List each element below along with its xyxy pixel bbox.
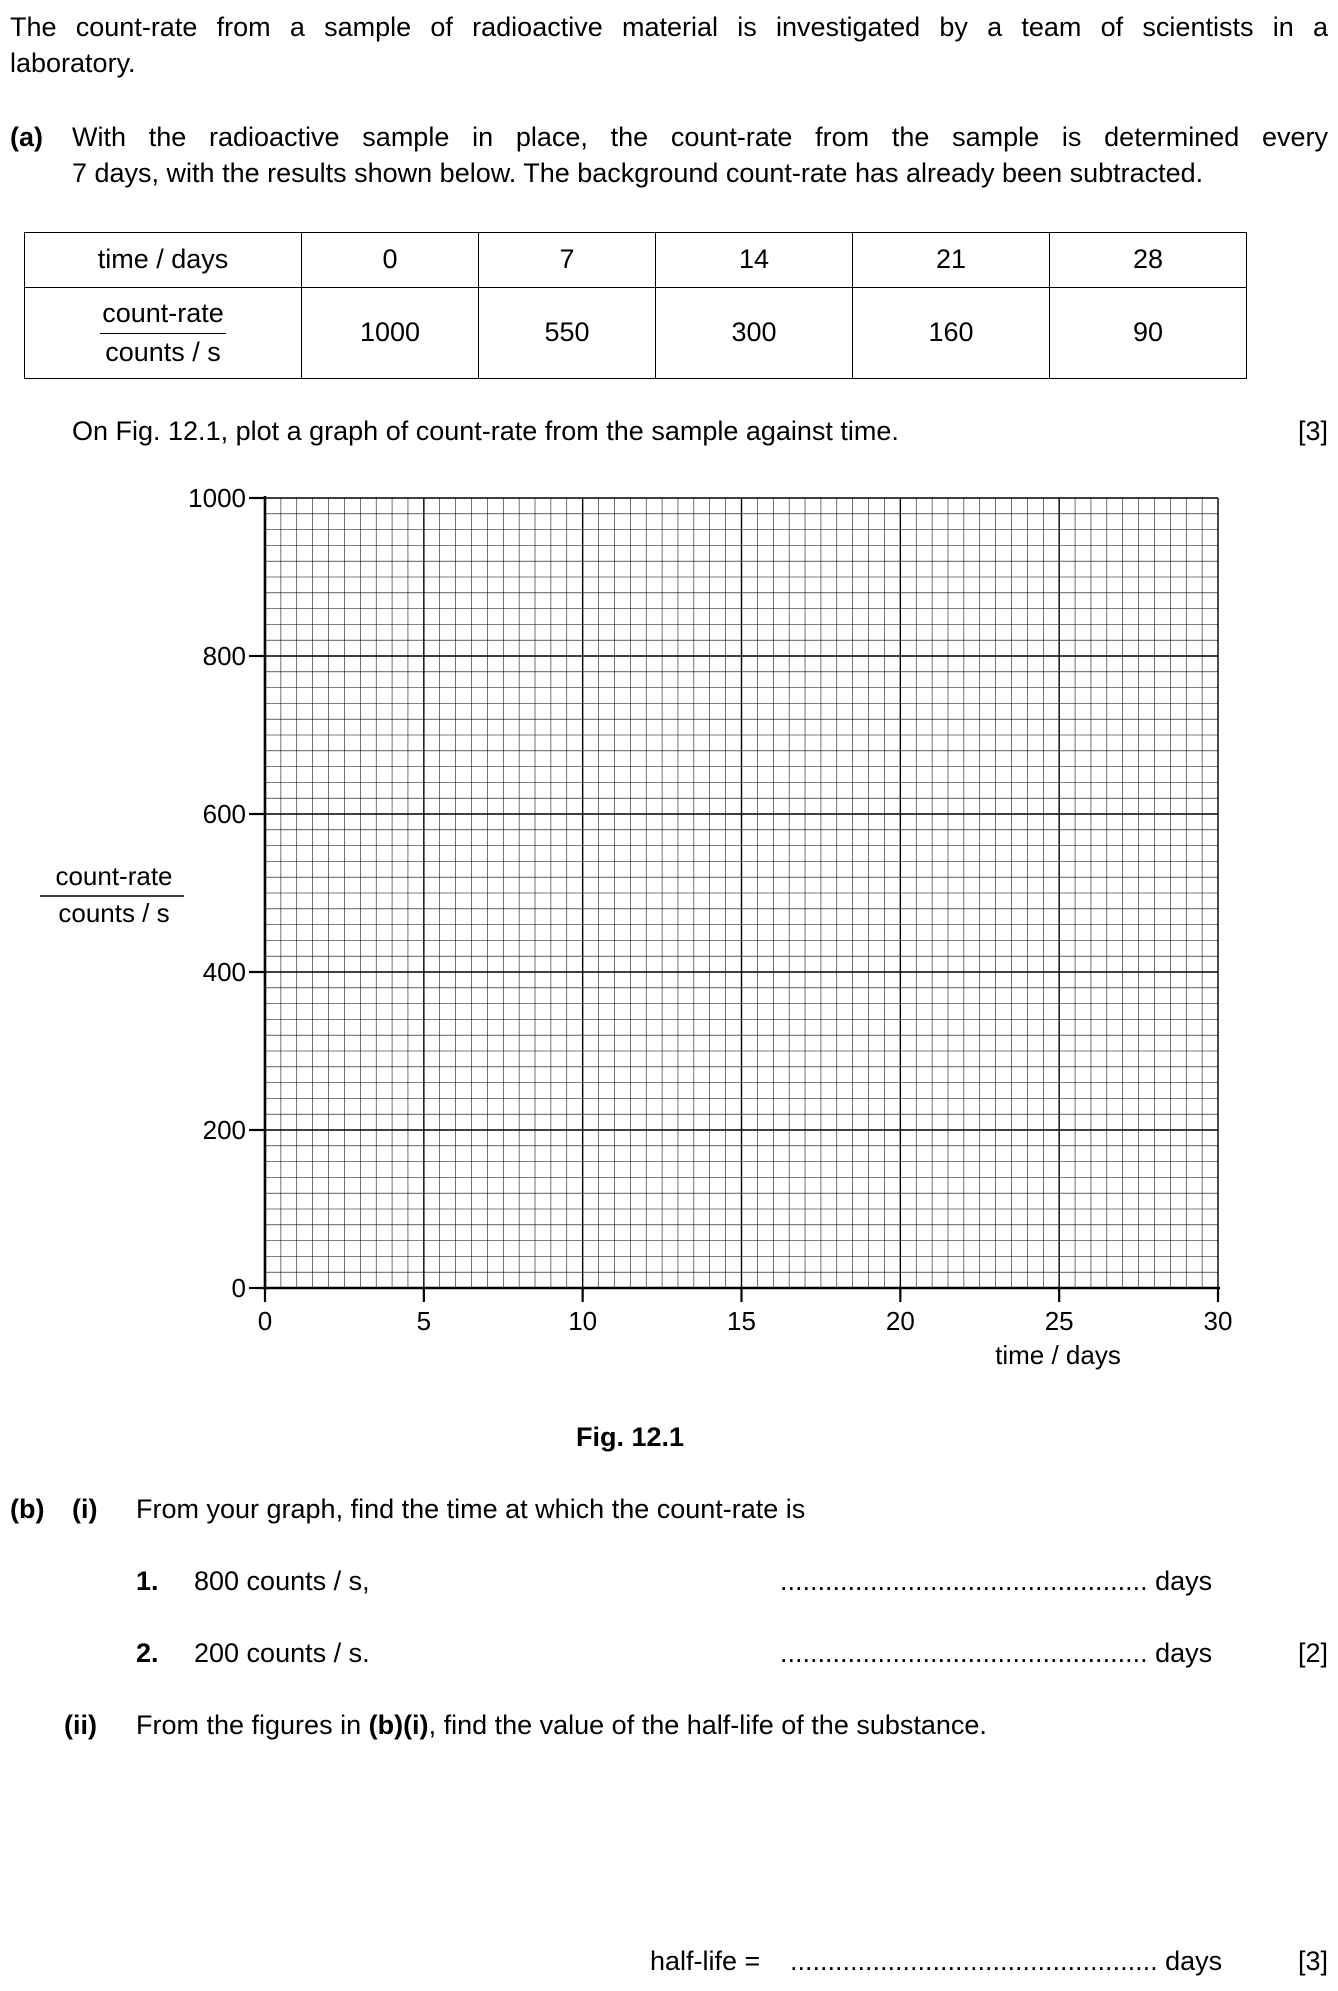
item-2-answer-line[interactable]: ................................................. days (780, 1638, 1213, 1668)
item-2-text: 200 counts / s. (194, 1638, 370, 1668)
table-header-count-rate (25, 288, 302, 379)
marks-a: [3] (1297, 416, 1328, 446)
y-tick-label: 600 (202, 799, 246, 829)
part-a-text-line-2: 7 days, with the results shown below. The background count-rate has already been subtracted. (72, 158, 1204, 188)
item-2-number: 2. (136, 1638, 159, 1668)
half-life-label: half-life = (650, 1946, 761, 1976)
part-b-i-text: From your graph, find the time at which the count-rate is (136, 1494, 806, 1524)
marks-b-i: [2] (1297, 1638, 1328, 1668)
intro-line-2: laboratory. (10, 48, 136, 78)
table-cell: 1000 (302, 288, 479, 379)
part-a-label: (a) (10, 122, 43, 152)
graph-fig-12-1 (0, 470, 1338, 1390)
part-b-ii-reference: (b)(i) (368, 1710, 429, 1740)
y-tick-label: 400 (202, 957, 246, 987)
y-tick-label: 200 (202, 1115, 246, 1145)
table-header-time: time / days (25, 233, 302, 288)
y-tick-label: 800 (202, 641, 246, 671)
item-1-answer-line[interactable]: ................................................. days (780, 1566, 1213, 1596)
part-b-ii-text (136, 1710, 987, 1741)
x-axis-label: time / days (995, 1340, 1121, 1370)
half-life-answer-line[interactable]: ................................................. days (790, 1946, 1223, 1976)
x-tick-label: 5 (416, 1306, 432, 1336)
tick-labels (188, 483, 1232, 1336)
table-cell: 7 (479, 233, 656, 288)
table-cell: 28 (1050, 233, 1247, 288)
tick-marks (249, 498, 1218, 1302)
x-tick-label: 25 (1044, 1306, 1074, 1336)
y-axis-label-numerator: count-rate (55, 861, 173, 891)
part-b-ii-label: (ii) (64, 1710, 97, 1740)
table-cell: 300 (656, 288, 853, 379)
table-cell: 90 (1050, 288, 1247, 379)
y-axis-label-denominator: counts / s (58, 898, 170, 928)
part-b-ii-text-pre: From the figures in (136, 1710, 369, 1740)
x-tick-label: 15 (727, 1306, 756, 1336)
fraction-denominator: counts / s (105, 336, 221, 367)
table-cell: 14 (656, 233, 853, 288)
y-tick-label: 1000 (188, 483, 246, 513)
count-rate-fraction (100, 299, 226, 367)
table-cell: 0 (302, 233, 479, 288)
data-table (24, 232, 1247, 379)
x-tick-label: 10 (568, 1306, 598, 1336)
intro-line-1: The count-rate from a sample of radioactive material is investigated by a team of scientists in a (10, 12, 1328, 42)
table-row-count-rate (25, 288, 1247, 379)
y-tick-label: 0 (231, 1273, 246, 1303)
table-cell: 21 (853, 233, 1050, 288)
x-tick-label: 0 (257, 1306, 273, 1336)
part-a-text-line-1: With the radioactive sample in place, the count-rate from the sample is determined every (72, 122, 1328, 152)
fraction-numerator: count-rate (100, 299, 226, 334)
table-row-time (25, 233, 1247, 288)
x-tick-label: 20 (885, 1306, 915, 1336)
plot-instruction: On Fig. 12.1, plot a graph of count-rate from the sample against time. (72, 416, 899, 446)
figure-caption: Fig. 12.1 (576, 1422, 685, 1452)
part-b-label: (b) (10, 1494, 45, 1524)
marks-b-ii: [3] (1297, 1946, 1328, 1976)
part-b-ii-text-post: , find the value of the half-life of the substance. (428, 1710, 987, 1740)
part-b-i-label: (i) (72, 1494, 98, 1524)
table-cell: 550 (479, 288, 656, 379)
table-cell: 160 (853, 288, 1050, 379)
item-1-text: 800 counts / s, (194, 1566, 370, 1596)
x-tick-label: 30 (1203, 1306, 1233, 1336)
item-1-number: 1. (136, 1566, 159, 1596)
